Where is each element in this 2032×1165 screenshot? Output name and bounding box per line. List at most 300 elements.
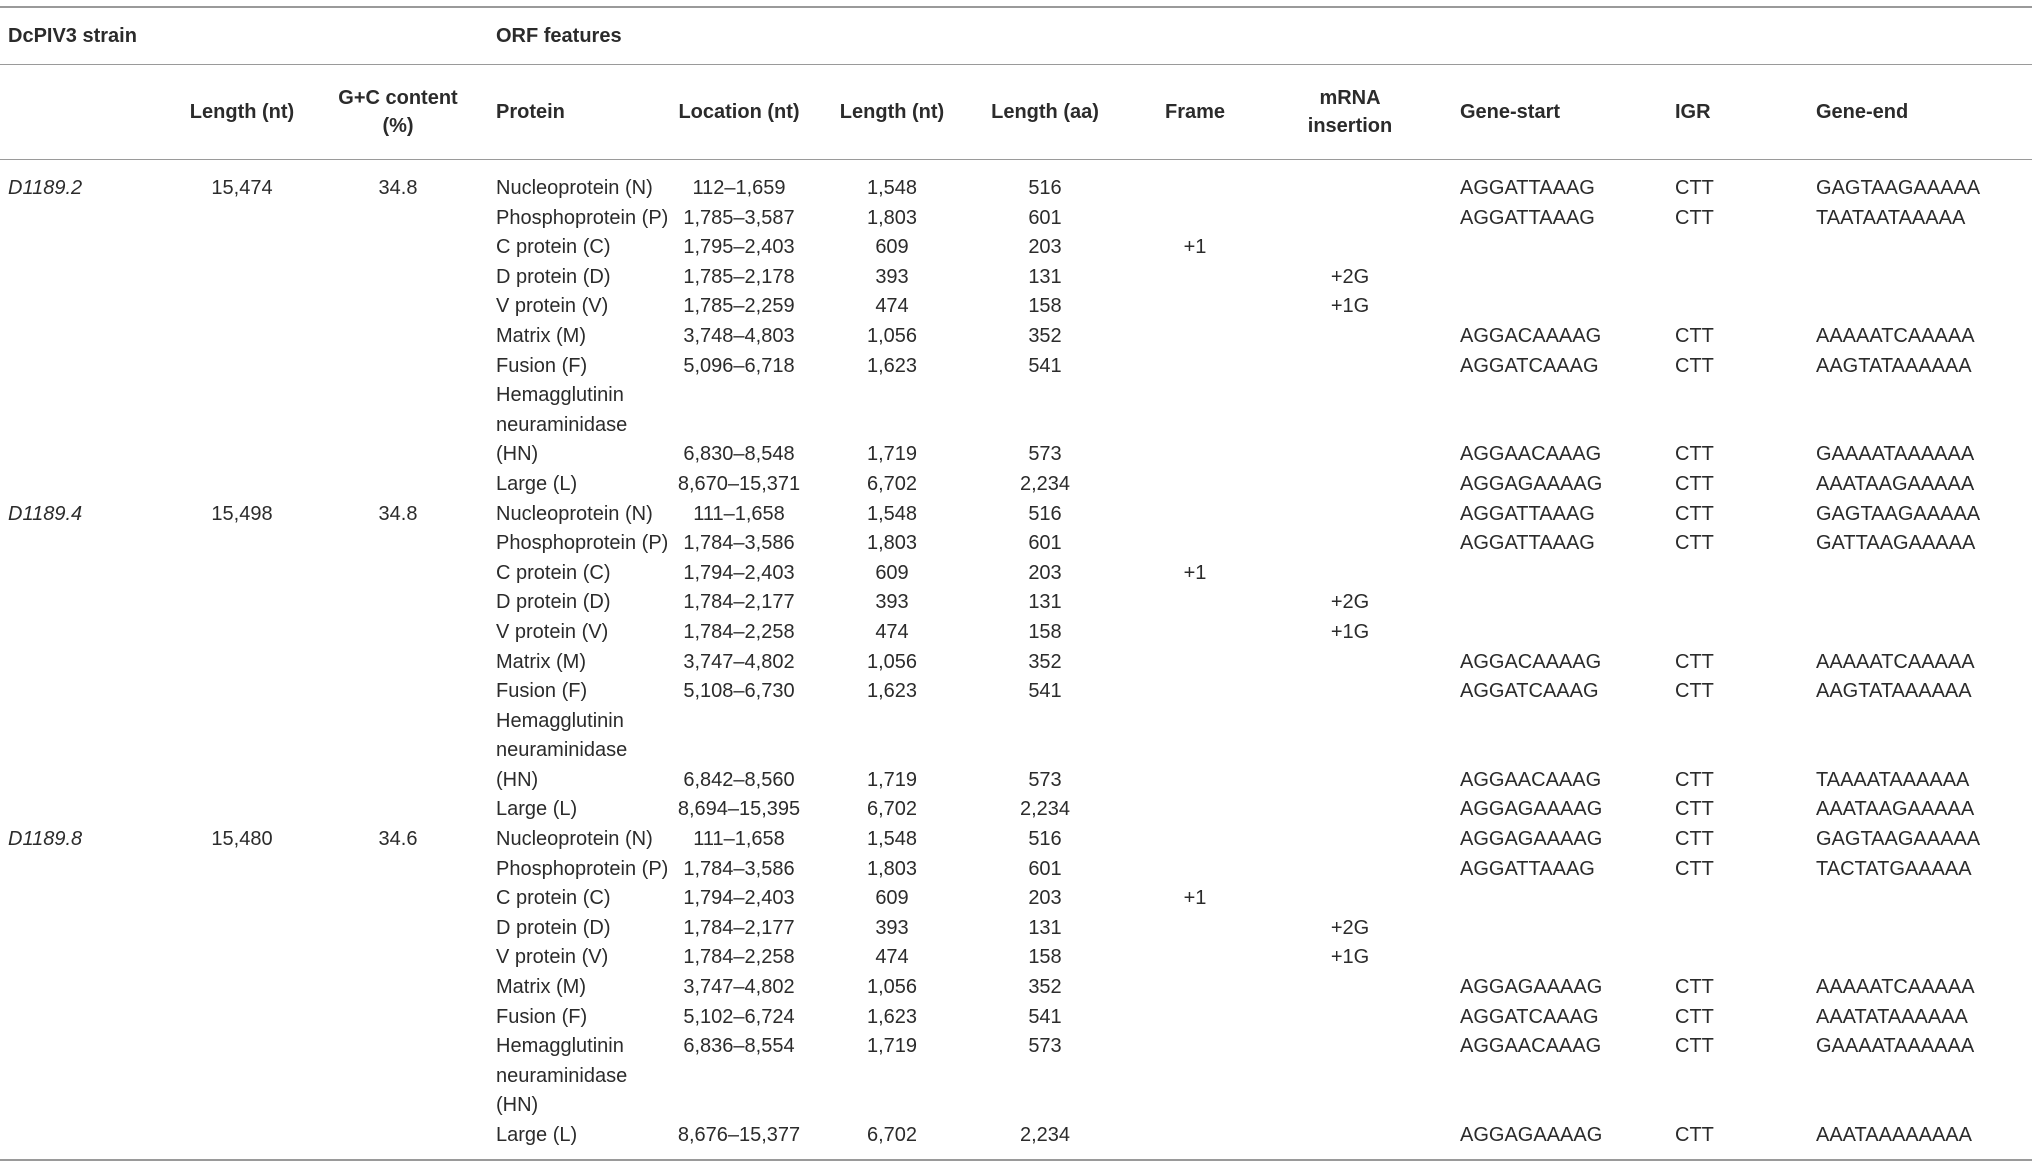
orf-table-container <box>0 6 2032 1161</box>
cell-protein: V protein (V) <box>496 946 609 969</box>
cell-location: 1,794–2,403 <box>683 887 795 910</box>
cell-location: 1,784–3,586 <box>683 532 795 555</box>
cell-protein: Fusion (F) <box>496 680 588 703</box>
cell-igr: CTT <box>1675 798 1714 821</box>
cell-gc-content <box>308 322 488 352</box>
cell-protein: (HN) <box>496 768 539 791</box>
cell-genome-length <box>176 204 308 234</box>
cell-genome-length <box>176 795 308 825</box>
cell-strain <box>0 736 176 766</box>
cell-gene-start <box>1430 233 1631 263</box>
cell-mrna-insertion <box>1270 825 1430 855</box>
cell-genome-length <box>176 648 308 678</box>
cell-protein: Hemagglutinin <box>496 709 624 732</box>
cell-igr: CTT <box>1675 1124 1714 1146</box>
cell-length-aa: 131 <box>1028 265 1062 288</box>
cell-mrna-insertion <box>1270 204 1430 234</box>
cell-frame <box>1120 1062 1270 1092</box>
cell-genome-length <box>176 322 308 352</box>
col-gc-content <box>308 65 488 160</box>
cell-protein: C protein (C) <box>496 887 611 910</box>
cell-frame <box>1120 352 1270 382</box>
cell-length-nt: 474 <box>875 295 909 318</box>
cell-length-nt: 1,623 <box>866 680 918 703</box>
cell-length-nt: 1,803 <box>866 857 918 880</box>
col-length-aa: Length (aa) <box>991 101 1099 123</box>
cell-strain <box>0 795 176 825</box>
cell-location: 111–1,658 <box>693 828 785 851</box>
cell-length-aa: 2,234 <box>1019 472 1071 495</box>
cell-strain <box>0 263 176 293</box>
cell-gene-start <box>1430 559 1631 589</box>
cell-protein: (HN) <box>496 443 539 466</box>
cell-protein: Fusion (F) <box>496 354 588 377</box>
cell-gene-end: AAGTATAAAAAA <box>1816 680 1972 703</box>
cell-gc-content <box>308 855 488 885</box>
cell-length-nt: 393 <box>875 265 909 288</box>
cell-frame <box>1120 292 1270 322</box>
cell-protein: Nucleoprotein (N) <box>496 177 653 199</box>
cell-gene-start: AGGATTAAAG <box>1460 177 1595 199</box>
cell-gc-content <box>308 914 488 944</box>
cell-frame <box>1120 914 1270 944</box>
cell-gene-start: AGGAACAAAG <box>1460 768 1602 791</box>
col-frame: Frame <box>1164 101 1226 123</box>
cell-gc-content <box>308 470 488 500</box>
cell-location: 1,785–2,259 <box>683 295 795 318</box>
cell-location: 8,670–15,371 <box>677 472 801 495</box>
cell-location <box>664 707 814 737</box>
cell-strain <box>0 1032 176 1062</box>
cell-protein: Matrix (M) <box>496 650 586 673</box>
cell-frame <box>1120 381 1270 411</box>
cell-length-aa: 131 <box>1028 591 1062 614</box>
cell-igr <box>1631 381 1786 411</box>
cell-gc-content: 34.8 <box>378 502 418 525</box>
cell-strain <box>0 440 176 470</box>
cell-length-aa: 516 <box>1028 177 1062 199</box>
table-row <box>0 766 2032 796</box>
cell-location: 3,747–4,802 <box>683 976 795 999</box>
cell-location: 3,747–4,802 <box>683 650 795 673</box>
cell-gene-end <box>1786 1091 2032 1121</box>
cell-length-nt: 6,702 <box>866 472 918 495</box>
header-strain: DcPIV3 strain <box>8 25 137 47</box>
cell-protein: neuraminidase <box>496 1064 628 1087</box>
cell-mrna-insertion <box>1270 160 1430 204</box>
cell-igr <box>1631 292 1786 322</box>
table-row <box>0 411 2032 441</box>
cell-gene-start <box>1430 914 1631 944</box>
cell-length-aa: 203 <box>1028 887 1062 910</box>
cell-protein: D protein (D) <box>496 591 611 614</box>
cell-gene-end: AAAAATCAAAAA <box>1816 324 1975 347</box>
cell-protein: Large (L) <box>496 798 578 821</box>
cell-strain <box>0 1121 176 1160</box>
cell-gc-content <box>308 263 488 293</box>
cell-frame <box>1120 825 1270 855</box>
cell-strain <box>0 1091 176 1121</box>
cell-mrna-insertion <box>1270 411 1430 441</box>
cell-length-aa: 203 <box>1028 561 1062 584</box>
cell-frame <box>1120 618 1270 648</box>
cell-gene-start: AGGAACAAAG <box>1460 1035 1602 1058</box>
header-orf-features: ORF features <box>496 25 622 47</box>
cell-location <box>664 1091 814 1121</box>
cell-frame <box>1120 588 1270 618</box>
table-row <box>0 648 2032 678</box>
cell-location: 5,096–6,718 <box>683 354 795 377</box>
cell-gene-start: AGGATCAAAG <box>1460 1005 1599 1028</box>
cell-igr <box>1631 588 1786 618</box>
cell-strain <box>0 914 176 944</box>
cell-genome-length <box>176 1003 308 1033</box>
cell-mrna-insertion <box>1270 795 1430 825</box>
cell-frame <box>1120 322 1270 352</box>
cell-igr <box>1631 1062 1786 1092</box>
cell-protein: neuraminidase <box>496 739 628 762</box>
cell-frame <box>1120 1032 1270 1062</box>
cell-gc-content <box>308 648 488 678</box>
cell-gene-start: AGGAGAAAAG <box>1460 976 1603 999</box>
cell-location: 5,102–6,724 <box>683 1005 795 1028</box>
cell-gene-end: AAATAAGAAAAA <box>1816 472 1975 495</box>
cell-genome-length <box>176 914 308 944</box>
cell-protein: Phosphoprotein (P) <box>496 532 669 555</box>
cell-length-aa: 203 <box>1028 236 1062 259</box>
cell-igr: CTT <box>1675 532 1714 555</box>
col-location: Location (nt) <box>678 101 800 123</box>
cell-location: 6,842–8,560 <box>683 768 795 791</box>
cell-gene-end <box>1786 588 2032 618</box>
cell-length-aa <box>970 1091 1120 1121</box>
cell-length-aa: 352 <box>1028 976 1062 999</box>
cell-genome-length <box>176 707 308 737</box>
cell-strain <box>0 648 176 678</box>
cell-gene-end: AAATAAAAAAAA <box>1816 1124 1972 1146</box>
table-row <box>0 855 2032 885</box>
cell-location: 5,108–6,730 <box>683 680 795 703</box>
cell-length-aa: 573 <box>1028 443 1062 466</box>
cell-length-aa: 516 <box>1028 502 1062 525</box>
cell-gene-start: AGGATCAAAG <box>1460 680 1599 703</box>
cell-igr: CTT <box>1675 857 1714 880</box>
cell-strain <box>0 884 176 914</box>
table-row <box>0 588 2032 618</box>
cell-length-nt: 1,056 <box>866 976 918 999</box>
cell-gene-end <box>1786 1062 2032 1092</box>
cell-length-nt: 1,719 <box>866 1035 918 1058</box>
cell-gc-content <box>308 352 488 382</box>
table-row <box>0 707 2032 737</box>
cell-length-nt <box>814 1091 970 1121</box>
cell-length-nt: 1,719 <box>866 443 918 466</box>
cell-gene-end: GAGTAAGAAAAA <box>1816 177 1981 199</box>
cell-genome-length: 15,474 <box>211 177 273 199</box>
cell-gene-end: GAAAATAAAAAA <box>1816 1035 1975 1058</box>
col-length-nt: Length (nt) <box>839 101 945 123</box>
cell-gene-start <box>1430 618 1631 648</box>
cell-strain <box>0 381 176 411</box>
col-gc-content-line1: G+C content <box>338 87 458 109</box>
cell-gc-content <box>308 943 488 973</box>
cell-igr <box>1631 884 1786 914</box>
cell-length-aa: 2,234 <box>1019 798 1071 821</box>
cell-mrna-insertion <box>1270 677 1430 707</box>
col-mrna-insertion <box>1270 65 1430 160</box>
table-row <box>0 1032 2032 1062</box>
cell-length-aa: 158 <box>1028 295 1062 318</box>
cell-location: 8,694–15,395 <box>677 798 801 821</box>
cell-mrna-insertion <box>1270 1003 1430 1033</box>
cell-gene-end <box>1786 233 2032 263</box>
header-row-columns <box>0 65 2032 160</box>
cell-length-nt: 6,702 <box>866 798 918 821</box>
cell-strain <box>0 973 176 1003</box>
cell-genome-length <box>176 233 308 263</box>
cell-gc-content <box>308 411 488 441</box>
table-row <box>0 440 2032 470</box>
cell-location <box>664 1062 814 1092</box>
cell-length-aa <box>970 1062 1120 1092</box>
cell-length-nt <box>814 411 970 441</box>
cell-strain <box>0 233 176 263</box>
cell-length-nt <box>814 736 970 766</box>
cell-gc-content <box>308 677 488 707</box>
cell-gene-start: AGGATTAAAG <box>1460 206 1595 229</box>
cell-gc-content <box>308 1062 488 1092</box>
cell-gene-end: GAGTAAGAAAAA <box>1816 502 1981 525</box>
cell-length-nt <box>814 381 970 411</box>
cell-length-nt: 1,548 <box>866 502 918 525</box>
cell-protein: Hemagglutinin <box>496 1035 624 1058</box>
cell-length-nt: 1,803 <box>866 532 918 555</box>
table-row <box>0 500 2032 530</box>
cell-strain <box>0 559 176 589</box>
col-mrna-line1: mRNA <box>1319 87 1381 109</box>
cell-strain <box>0 470 176 500</box>
cell-mrna-insertion <box>1270 973 1430 1003</box>
cell-protein: V protein (V) <box>496 295 609 318</box>
cell-length-nt <box>814 1062 970 1092</box>
table-row <box>0 233 2032 263</box>
cell-length-nt: 1,548 <box>866 828 918 851</box>
cell-gene-start: AGGATCAAAG <box>1460 354 1599 377</box>
header-row-group <box>0 7 2032 65</box>
cell-gene-end: AAATAAGAAAAA <box>1816 798 1975 821</box>
cell-frame <box>1120 766 1270 796</box>
table-row <box>0 263 2032 293</box>
cell-location: 6,836–8,554 <box>683 1035 795 1058</box>
col-mrna-line2: insertion <box>1307 115 1393 137</box>
cell-strain <box>0 855 176 885</box>
cell-gene-end <box>1786 707 2032 737</box>
cell-gc-content <box>308 1121 488 1160</box>
cell-mrna-insertion <box>1270 440 1430 470</box>
cell-length-nt: 474 <box>875 946 909 969</box>
cell-gene-end: GAGTAAGAAAAA <box>1816 828 1981 851</box>
cell-gene-end <box>1786 884 2032 914</box>
cell-mrna-insertion <box>1270 1032 1430 1062</box>
cell-gc-content <box>308 1003 488 1033</box>
cell-genome-length <box>176 263 308 293</box>
cell-genome-length <box>176 381 308 411</box>
cell-frame <box>1120 677 1270 707</box>
cell-protein: Phosphoprotein (P) <box>496 206 669 229</box>
cell-genome-length <box>176 736 308 766</box>
cell-mrna-insertion: +1G <box>1330 946 1370 969</box>
cell-gene-start <box>1430 1091 1631 1121</box>
cell-location: 3,748–4,803 <box>683 324 795 347</box>
cell-gene-end: TAAAATAAAAAA <box>1816 768 1970 791</box>
cell-length-nt: 609 <box>875 561 909 584</box>
cell-gc-content <box>308 529 488 559</box>
cell-length-nt <box>814 707 970 737</box>
table-row <box>0 1121 2032 1160</box>
cell-location: 1,785–2,178 <box>683 265 795 288</box>
cell-protein: Large (L) <box>496 1124 578 1146</box>
cell-gene-end: AAATATAAAAAA <box>1816 1005 1968 1028</box>
cell-gc-content <box>308 736 488 766</box>
table-row <box>0 736 2032 766</box>
cell-igr <box>1631 707 1786 737</box>
cell-protein: Matrix (M) <box>496 976 586 999</box>
cell-igr <box>1631 263 1786 293</box>
cell-frame <box>1120 648 1270 678</box>
cell-location: 1,785–3,587 <box>683 206 795 229</box>
cell-length-aa: 541 <box>1028 680 1062 703</box>
cell-genome-length <box>176 292 308 322</box>
cell-location <box>664 736 814 766</box>
cell-location: 1,784–2,177 <box>683 916 795 939</box>
cell-length-aa: 573 <box>1028 1035 1062 1058</box>
cell-genome-length <box>176 884 308 914</box>
cell-frame <box>1120 204 1270 234</box>
cell-length-aa: 601 <box>1028 532 1062 555</box>
cell-gc-content <box>308 973 488 1003</box>
cell-frame: +1 <box>1183 236 1207 259</box>
cell-gene-end: AAAAATCAAAAA <box>1816 650 1975 673</box>
cell-protein: Hemagglutinin <box>496 384 624 407</box>
cell-length-nt: 1,623 <box>866 1005 918 1028</box>
cell-igr <box>1631 914 1786 944</box>
cell-length-aa: 158 <box>1028 946 1062 969</box>
cell-frame <box>1120 411 1270 441</box>
cell-frame <box>1120 160 1270 204</box>
col-igr: IGR <box>1675 101 1711 123</box>
cell-frame <box>1120 973 1270 1003</box>
cell-frame <box>1120 1091 1270 1121</box>
table-row <box>0 1091 2032 1121</box>
cell-gene-start: AGGAGAAAAG <box>1460 798 1603 821</box>
cell-mrna-insertion <box>1270 648 1430 678</box>
cell-gene-start <box>1430 411 1631 441</box>
cell-length-aa: 601 <box>1028 206 1062 229</box>
cell-frame <box>1120 1003 1270 1033</box>
cell-strain <box>0 352 176 382</box>
cell-igr: CTT <box>1675 206 1714 229</box>
cell-gene-start <box>1430 707 1631 737</box>
cell-gene-start: AGGAGAAAAG <box>1460 472 1603 495</box>
cell-igr: CTT <box>1675 443 1714 466</box>
cell-location <box>664 381 814 411</box>
cell-gc-content <box>308 559 488 589</box>
cell-mrna-insertion <box>1270 470 1430 500</box>
cell-mrna-insertion <box>1270 766 1430 796</box>
cell-strain <box>0 707 176 737</box>
table-row <box>0 884 2032 914</box>
cell-gc-content: 34.8 <box>378 177 418 199</box>
cell-length-nt: 1,056 <box>866 650 918 673</box>
cell-protein: neuraminidase <box>496 413 628 436</box>
cell-location: 112–1,659 <box>692 177 786 199</box>
cell-length-nt: 393 <box>875 916 909 939</box>
cell-strain <box>0 1003 176 1033</box>
cell-gene-end <box>1786 943 2032 973</box>
cell-mrna-insertion <box>1270 736 1430 766</box>
col-genome-length: Length (nt) <box>189 101 295 123</box>
cell-genome-length <box>176 470 308 500</box>
cell-frame <box>1120 440 1270 470</box>
cell-gc-content <box>308 292 488 322</box>
cell-protein: Large (L) <box>496 472 578 495</box>
cell-gene-start: AGGATTAAAG <box>1460 532 1595 555</box>
col-gene-end: Gene-end <box>1816 101 1909 123</box>
cell-length-aa: 2,234 <box>1019 1124 1071 1146</box>
cell-igr: CTT <box>1675 976 1714 999</box>
cell-mrna-insertion <box>1270 233 1430 263</box>
cell-protein: Phosphoprotein (P) <box>496 857 669 880</box>
cell-length-aa: 601 <box>1028 857 1062 880</box>
cell-mrna-insertion: +1G <box>1330 295 1370 318</box>
cell-gene-end: TAATAATAAAAA <box>1816 206 1966 229</box>
cell-gc-content <box>308 233 488 263</box>
cell-length-aa <box>970 381 1120 411</box>
cell-mrna-insertion <box>1270 352 1430 382</box>
cell-location: 1,794–2,403 <box>683 561 795 584</box>
table-row <box>0 322 2032 352</box>
table-row <box>0 559 2032 589</box>
cell-frame <box>1120 1121 1270 1160</box>
cell-igr: CTT <box>1675 177 1714 199</box>
cell-protein: D protein (D) <box>496 916 611 939</box>
cell-mrna-insertion: +2G <box>1330 916 1370 939</box>
cell-gc-content <box>308 618 488 648</box>
cell-frame <box>1120 470 1270 500</box>
cell-gene-end <box>1786 559 2032 589</box>
col-protein: Protein <box>496 101 565 123</box>
cell-protein: C protein (C) <box>496 236 611 259</box>
cell-length-nt: 609 <box>875 887 909 910</box>
cell-length-aa: 352 <box>1028 650 1062 673</box>
cell-location: 1,784–2,177 <box>683 591 795 614</box>
cell-protein: Nucleoprotein (N) <box>496 828 653 851</box>
cell-gene-start: AGGACAAAAG <box>1460 324 1602 347</box>
cell-genome-length <box>176 1032 308 1062</box>
cell-strain: D1189.4 <box>8 502 83 525</box>
cell-gene-start: AGGACAAAAG <box>1460 650 1602 673</box>
cell-genome-length <box>176 943 308 973</box>
cell-igr <box>1631 943 1786 973</box>
cell-length-nt: 1,803 <box>866 206 918 229</box>
cell-gene-end: AAGTATAAAAAA <box>1816 354 1972 377</box>
cell-igr <box>1631 1091 1786 1121</box>
cell-mrna-insertion: +1G <box>1330 620 1370 643</box>
col-gene-start: Gene-start <box>1460 101 1561 123</box>
cell-genome-length <box>176 766 308 796</box>
cell-genome-length <box>176 1062 308 1092</box>
cell-gene-end <box>1786 618 2032 648</box>
